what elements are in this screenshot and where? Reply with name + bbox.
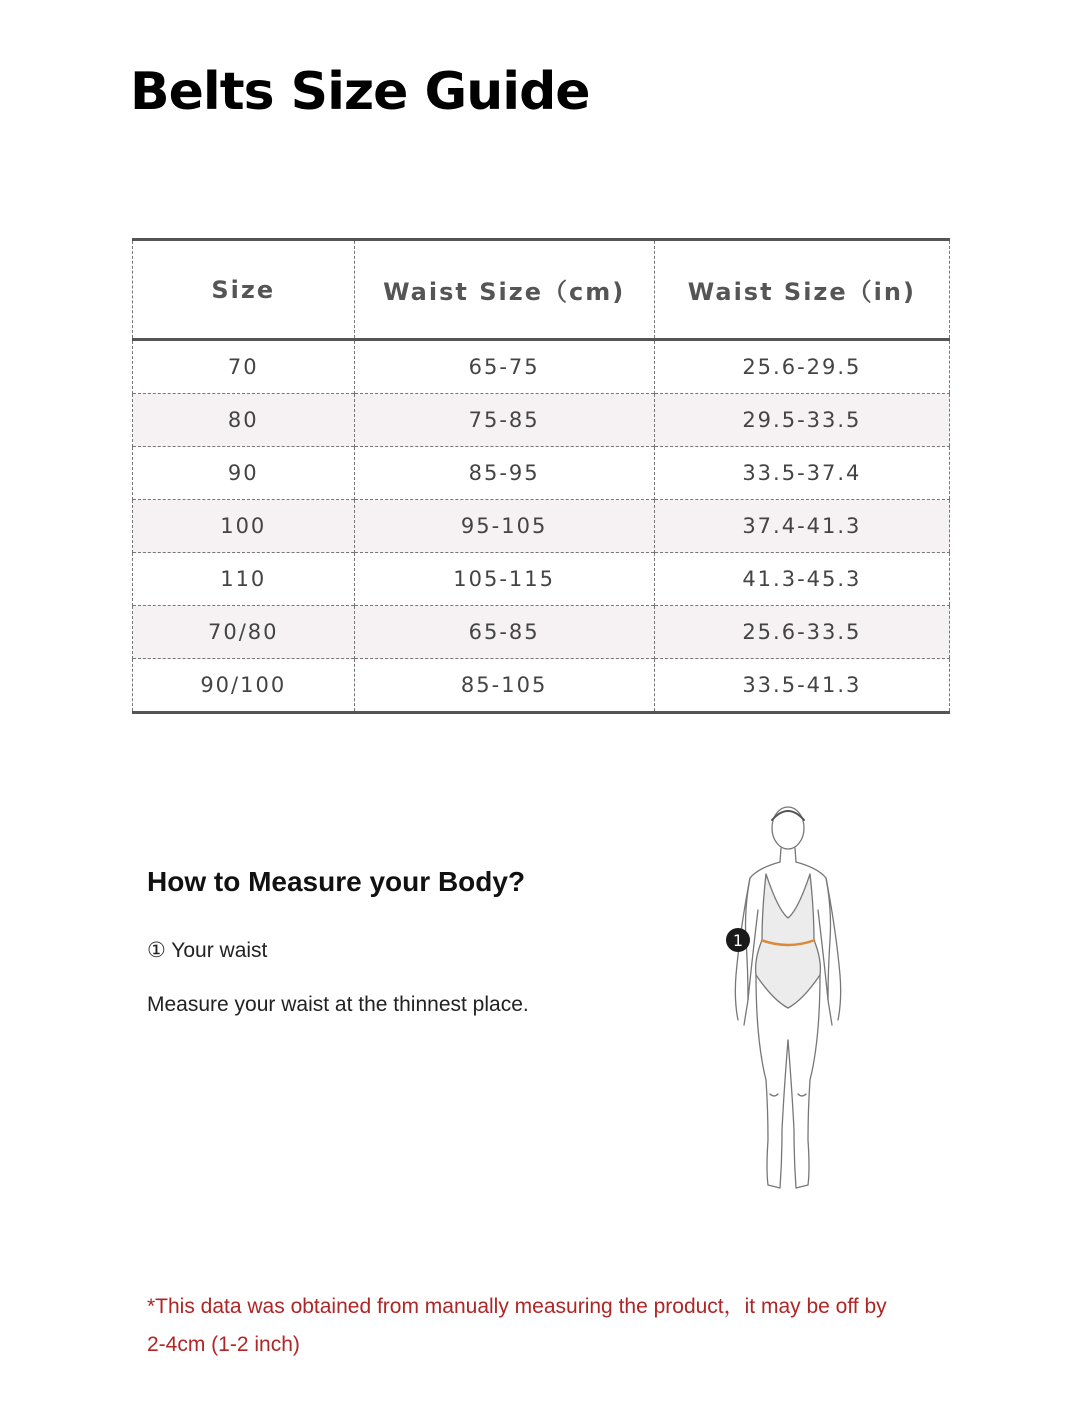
cell-size: 70 — [133, 340, 355, 394]
cell-waist-in: 29.5-33.5 — [654, 394, 949, 447]
disclaimer-note — [147, 1288, 997, 1364]
disclaimer-line-2: 2-4cm (1-2 inch) — [147, 1333, 300, 1356]
body-figure-illustration — [718, 800, 858, 1200]
cell-waist-cm: 105-115 — [354, 553, 654, 606]
page-title: Belts Size Guide — [130, 62, 590, 122]
table-header-row — [133, 240, 950, 340]
table-row — [133, 340, 950, 394]
cell-size: 100 — [133, 500, 355, 553]
cell-waist-in: 33.5-41.3 — [654, 659, 949, 713]
measure-heading: How to Measure your Body? — [147, 866, 526, 897]
cell-waist-in: 33.5-37.4 — [654, 447, 949, 500]
header-waist-cm: Waist Size（cm) — [354, 240, 654, 340]
cell-waist-cm: 85-95 — [354, 447, 654, 500]
marker-number: 1 — [732, 931, 744, 950]
header-waist-in: Waist Size（in) — [654, 240, 949, 340]
cell-size: 70/80 — [133, 606, 355, 659]
header-size: Size — [133, 240, 355, 340]
measure-description: Measure your waist at the thinnest place. — [147, 993, 529, 1016]
cell-waist-cm: 65-85 — [354, 606, 654, 659]
cell-waist-cm: 65-75 — [354, 340, 654, 394]
cell-waist-in: 37.4-41.3 — [654, 500, 949, 553]
measure-item-waist: ① Your waist — [147, 939, 268, 962]
cell-waist-in: 41.3-45.3 — [654, 553, 949, 606]
cell-size: 90 — [133, 447, 355, 500]
table-row — [133, 553, 950, 606]
cell-waist-in: 25.6-33.5 — [654, 606, 949, 659]
cell-size: 90/100 — [133, 659, 355, 713]
table-row — [133, 500, 950, 553]
table-row — [133, 606, 950, 659]
cell-waist-cm: 75-85 — [354, 394, 654, 447]
table-row — [133, 394, 950, 447]
cell-size: 80 — [133, 394, 355, 447]
cell-waist-cm: 85-105 — [354, 659, 654, 713]
disclaimer-line-1: *This data was obtained from manually measuring the product，it may be off by — [147, 1295, 887, 1318]
size-table — [132, 238, 950, 714]
table-row — [133, 659, 950, 713]
cell-waist-cm: 95-105 — [354, 500, 654, 553]
cell-size: 110 — [133, 553, 355, 606]
table-row — [133, 447, 950, 500]
cell-waist-in: 25.6-29.5 — [654, 340, 949, 394]
